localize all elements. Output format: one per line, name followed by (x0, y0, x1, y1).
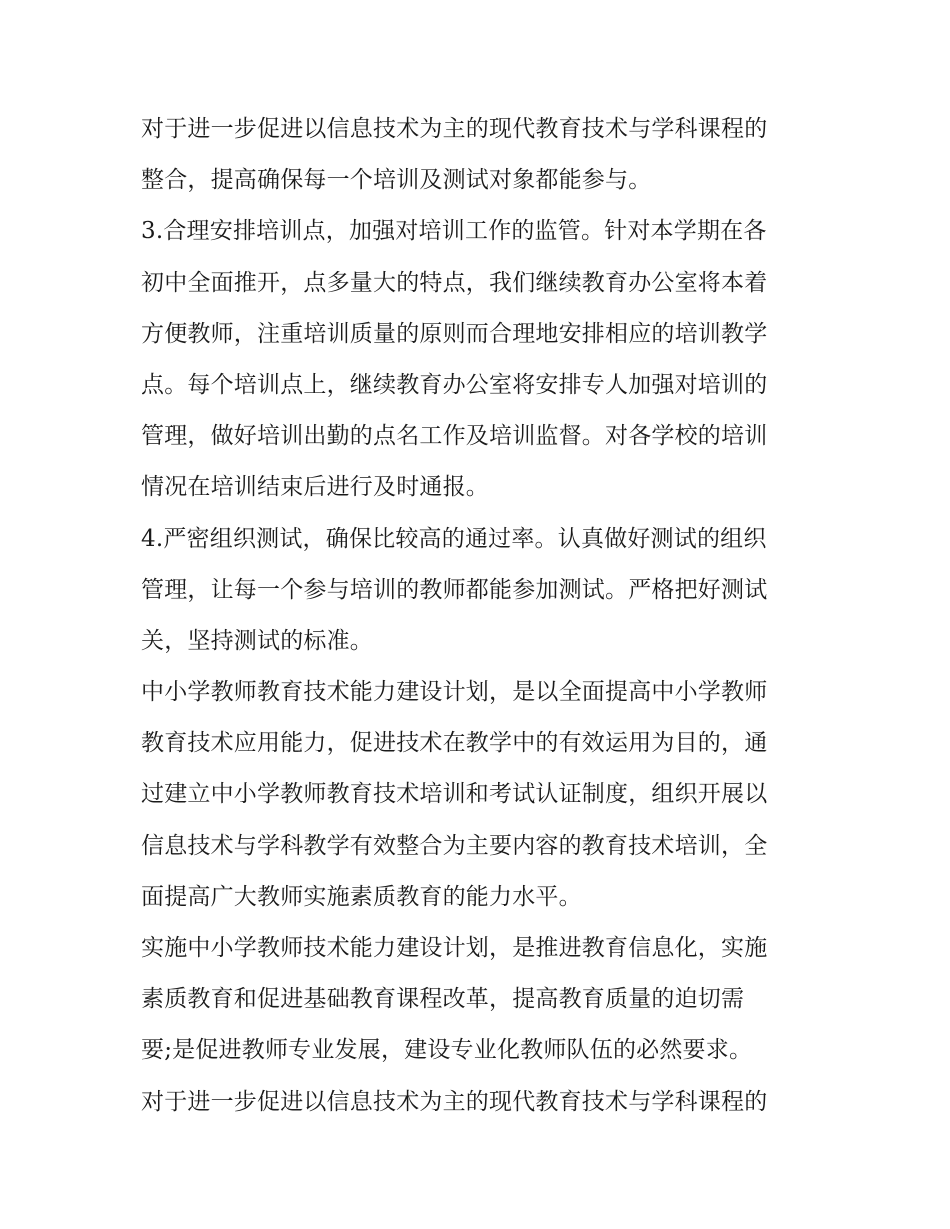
text-line: 中小学教师教育技术能力建设计划，是以全面提高中小学教师 (141, 679, 768, 706)
text-line: 教育技术应用能力，促进技术在教学中的有效运用为目的，通 (141, 730, 768, 757)
text-line: 方便教师，注重培训质量的原则而合理地安排相应的培训教学 (141, 320, 768, 347)
text-line: 素质教育和促进基础教育课程改革，提高教育质量的迫切需 (141, 986, 745, 1013)
text-line: 管理，让每一个参与培训的教师都能参加测试。严格把好测试 (141, 576, 768, 603)
text-line: 初中全面推开，点多量大的特点，我们继续教育办公室将本着 (141, 269, 768, 296)
text-line: 对于进一步促进以信息技术为主的现代教育技术与学科课程的 (141, 116, 768, 142)
text-line: 3.合理安排培训点，加强对培训工作的监管。针对本学期在各 (141, 218, 767, 245)
text-line: 面提高广大教师实施素质教育的能力水平。 (141, 883, 582, 910)
text-line: 信息技术与学科教学有效整合为主要内容的教育技术培训，全 (141, 832, 768, 859)
text-line: 过建立中小学教师教育技术培训和考试认证制度，组织开展以 (141, 781, 768, 808)
text-line: 要;是促进教师专业发展，建设专业化教师队伍的必然要求。 (141, 1037, 753, 1064)
document-body (141, 104, 816, 1128)
text-line: 关，坚持测试的标准。 (141, 627, 373, 654)
text-line: 对于进一步促进以信息技术为主的现代教育技术与学科课程的 (141, 1088, 768, 1115)
text-line: 情况在培训结束后进行及时通报。 (141, 474, 489, 501)
text-line: 4.严密组织测试，确保比较高的通过率。认真做好测试的组织 (141, 525, 767, 552)
text-line: 点。每个培训点上，继续教育办公室将安排专人加强对培训的 (141, 371, 768, 398)
text-line: 实施中小学教师技术能力建设计划，是推进教育信息化，实施 (141, 935, 768, 961)
text-line: 管理，做好培训出勤的点名工作及培训监督。对各学校的培训 (141, 423, 768, 450)
text-line: 整合，提高确保每一个培训及测试对象都能参与。 (141, 167, 652, 194)
